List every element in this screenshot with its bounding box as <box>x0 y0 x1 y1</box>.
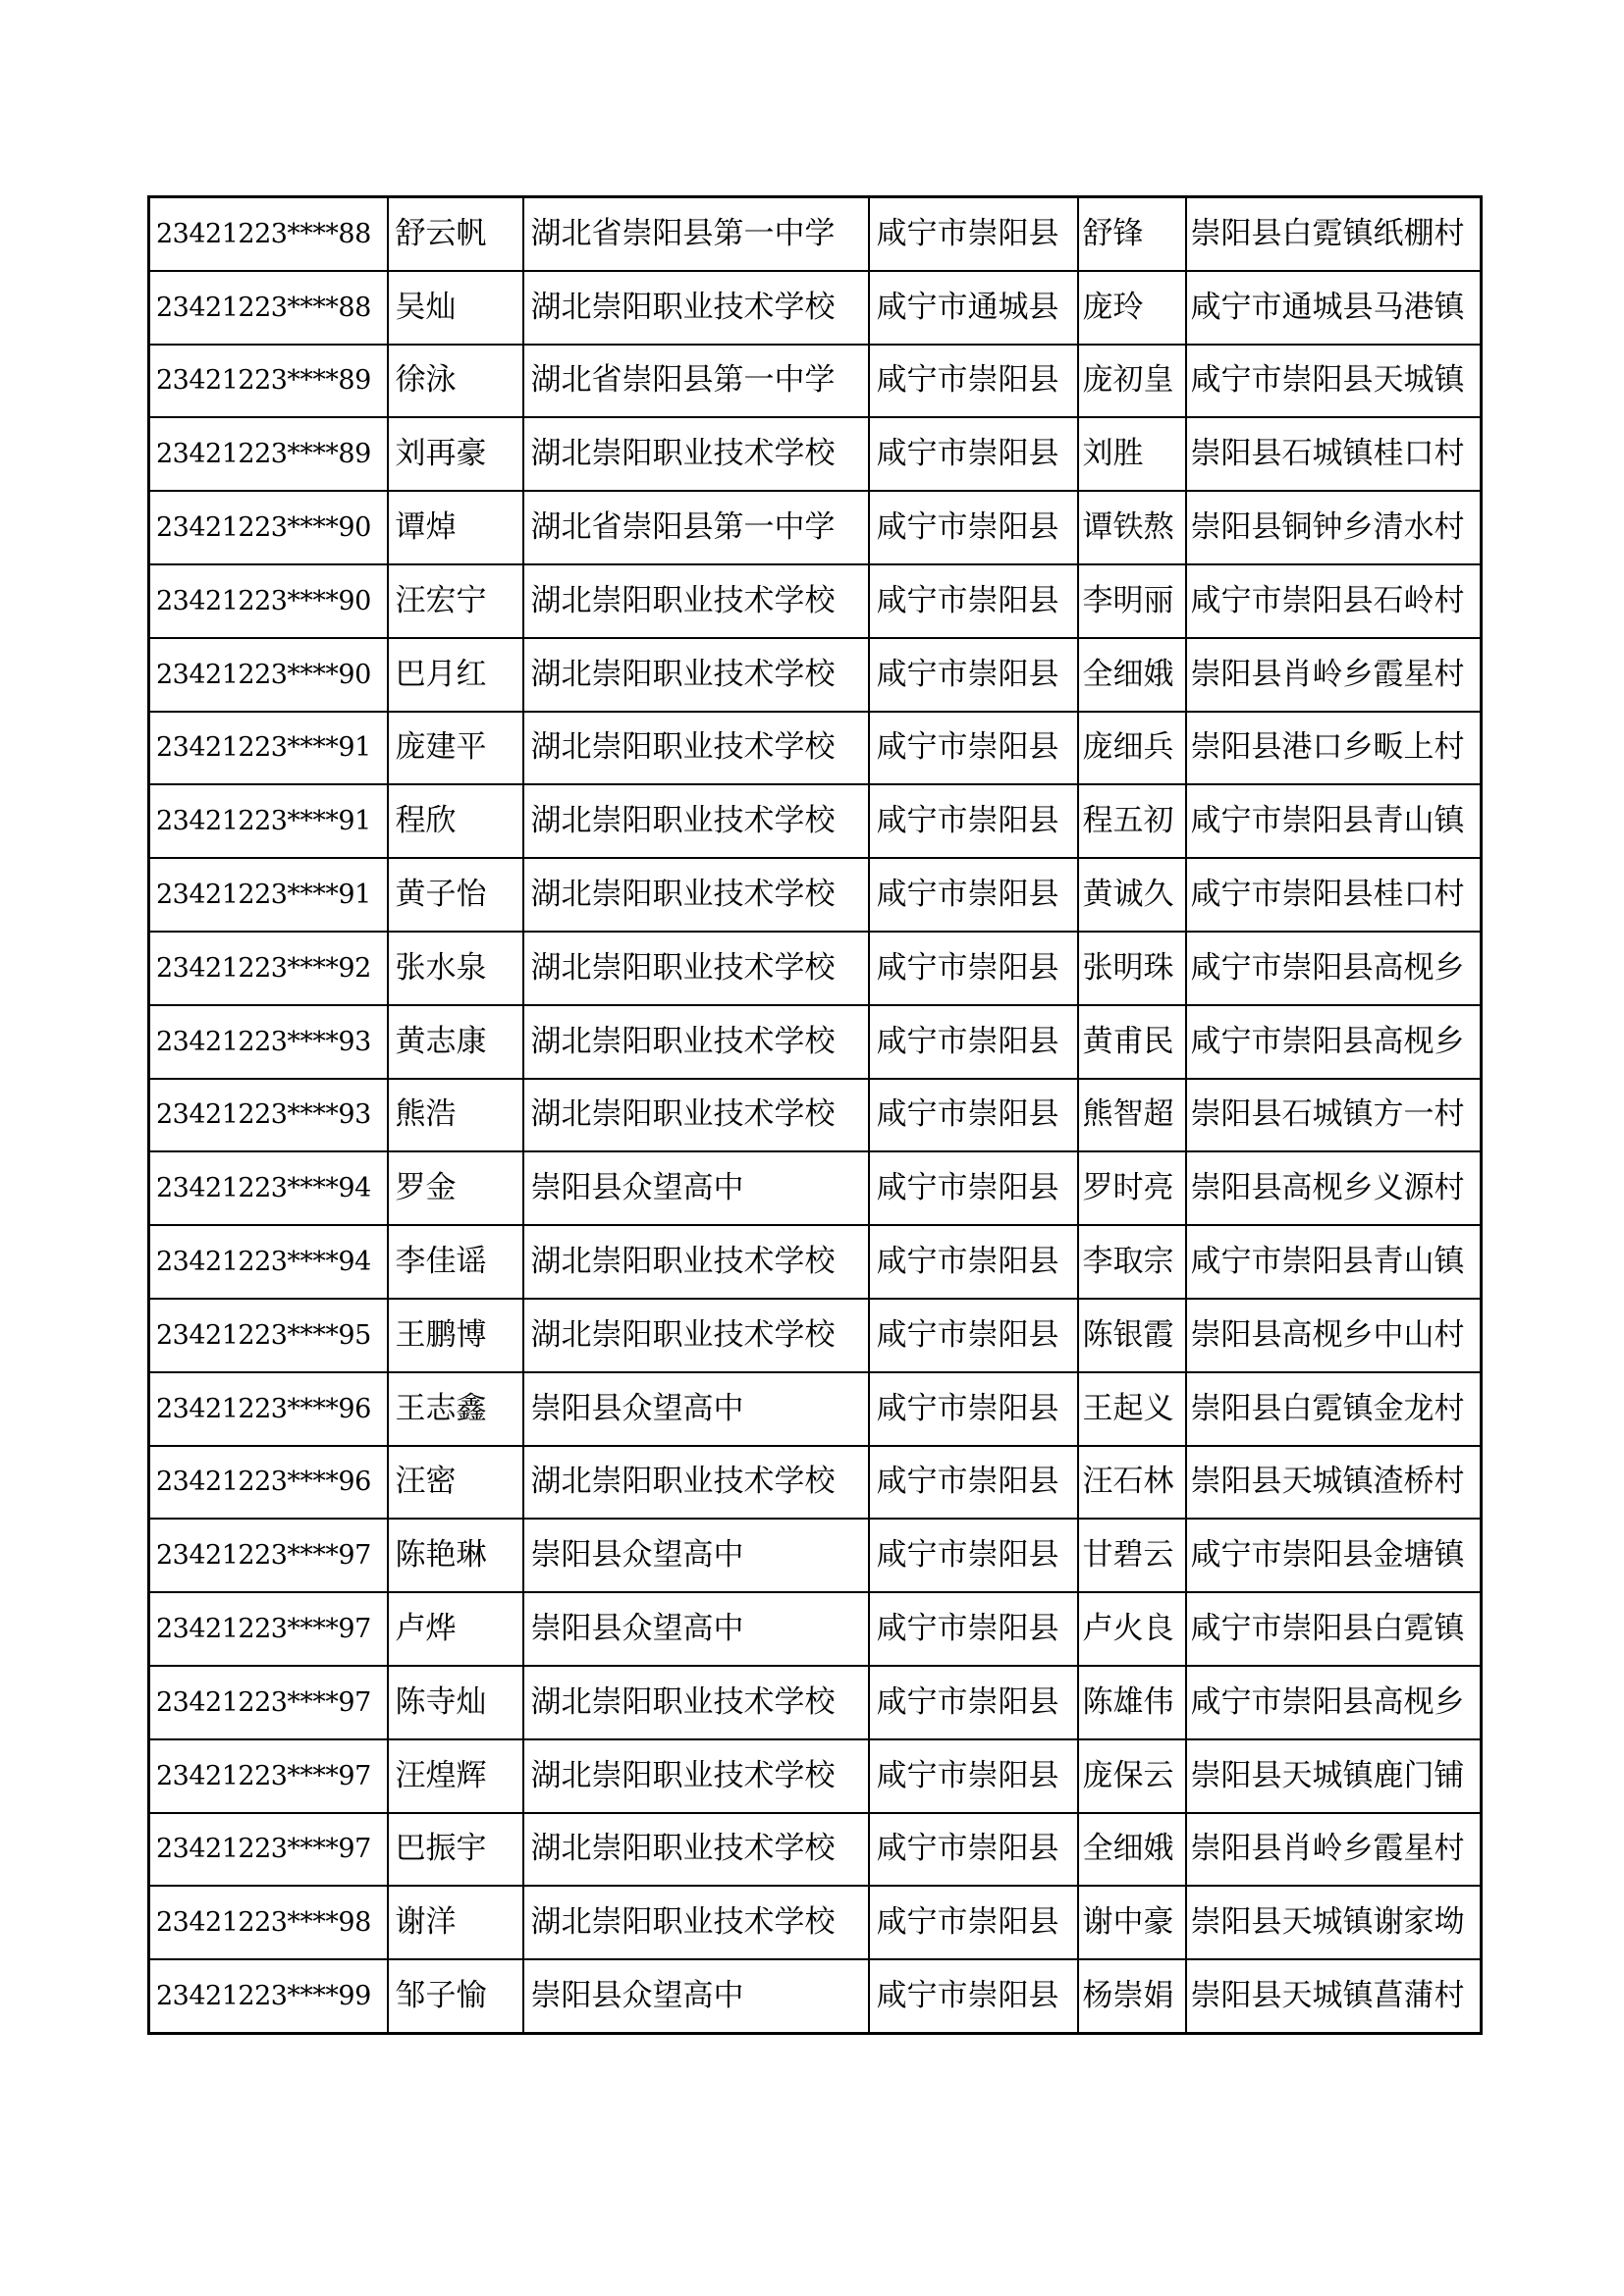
student-name-cell: 李佳谣 <box>388 1225 523 1299</box>
student-name-cell: 谢洋 <box>388 1886 523 1959</box>
student-table <box>147 195 1483 2035</box>
student-id-cell: 23421223****94 <box>149 1225 388 1299</box>
guardian-name-cell: 庞细兵 <box>1078 712 1186 785</box>
school-cell: 湖北崇阳职业技术学校 <box>523 858 869 932</box>
region-cell: 咸宁市崇阳县 <box>869 1813 1078 1887</box>
table-row <box>149 712 1482 785</box>
guardian-name-cell: 熊智超 <box>1078 1079 1186 1152</box>
student-name-cell: 汪密 <box>388 1446 523 1520</box>
address-cell: 崇阳县高枧乡中山村 <box>1186 1299 1482 1372</box>
school-cell: 崇阳县众望高中 <box>523 1519 869 1592</box>
school-cell: 湖北省崇阳县第一中学 <box>523 491 869 564</box>
school-cell: 湖北崇阳职业技术学校 <box>523 1225 869 1299</box>
region-cell: 咸宁市崇阳县 <box>869 1151 1078 1225</box>
student-id-cell: 23421223****95 <box>149 1299 388 1372</box>
school-cell: 湖北崇阳职业技术学校 <box>523 1446 869 1520</box>
school-cell: 崇阳县众望高中 <box>523 1151 869 1225</box>
school-cell: 崇阳县众望高中 <box>523 1592 869 1666</box>
student-id-cell: 23421223****97 <box>149 1666 388 1739</box>
table-row <box>149 1079 1482 1152</box>
address-cell: 崇阳县天城镇鹿门铺 <box>1186 1739 1482 1813</box>
guardian-name-cell: 黄甫民 <box>1078 1005 1186 1079</box>
student-name-cell: 邹子愉 <box>388 1959 523 2033</box>
school-cell: 崇阳县众望高中 <box>523 1372 869 1446</box>
student-id-cell: 23421223****93 <box>149 1079 388 1152</box>
region-cell: 咸宁市崇阳县 <box>869 638 1078 712</box>
student-id-cell: 23421223****90 <box>149 491 388 564</box>
address-cell: 崇阳县白霓镇纸棚村 <box>1186 197 1482 271</box>
table-row <box>149 858 1482 932</box>
student-id-cell: 23421223****94 <box>149 1151 388 1225</box>
address-cell: 崇阳县天城镇菖蒲村 <box>1186 1959 1482 2033</box>
table-row <box>149 271 1482 345</box>
student-id-cell: 23421223****96 <box>149 1372 388 1446</box>
region-cell: 咸宁市崇阳县 <box>869 858 1078 932</box>
table-row <box>149 1446 1482 1520</box>
table-row <box>149 345 1482 418</box>
table-row <box>149 1225 1482 1299</box>
student-name-cell: 卢烨 <box>388 1592 523 1666</box>
student-id-cell: 23421223****91 <box>149 858 388 932</box>
region-cell: 咸宁市崇阳县 <box>869 197 1078 271</box>
table-row <box>149 491 1482 564</box>
guardian-name-cell: 李明丽 <box>1078 564 1186 638</box>
student-id-cell: 23421223****97 <box>149 1592 388 1666</box>
address-cell: 崇阳县肖岭乡霞星村 <box>1186 1813 1482 1887</box>
student-name-cell: 刘再豪 <box>388 417 523 491</box>
region-cell: 咸宁市崇阳县 <box>869 417 1078 491</box>
table-row <box>149 1959 1482 2033</box>
guardian-name-cell: 李取宗 <box>1078 1225 1186 1299</box>
student-id-cell: 23421223****92 <box>149 932 388 1005</box>
guardian-name-cell: 舒锋 <box>1078 197 1186 271</box>
region-cell: 咸宁市崇阳县 <box>869 1959 1078 2033</box>
guardian-name-cell: 谭铁熬 <box>1078 491 1186 564</box>
guardian-name-cell: 汪石林 <box>1078 1446 1186 1520</box>
table-row <box>149 1666 1482 1739</box>
school-cell: 湖北崇阳职业技术学校 <box>523 712 869 785</box>
table-row <box>149 417 1482 491</box>
table-row <box>149 1151 1482 1225</box>
student-id-cell: 23421223****93 <box>149 1005 388 1079</box>
guardian-name-cell: 全细娥 <box>1078 638 1186 712</box>
region-cell: 咸宁市崇阳县 <box>869 1519 1078 1592</box>
address-cell: 咸宁市崇阳县青山镇 <box>1186 784 1482 858</box>
table-row <box>149 1739 1482 1813</box>
address-cell: 咸宁市崇阳县高枧乡 <box>1186 1666 1482 1739</box>
student-name-cell: 徐泳 <box>388 345 523 418</box>
table-body <box>149 197 1482 2034</box>
student-name-cell: 王鹏博 <box>388 1299 523 1372</box>
guardian-name-cell: 庞玲 <box>1078 271 1186 345</box>
student-name-cell: 熊浩 <box>388 1079 523 1152</box>
table-row <box>149 564 1482 638</box>
school-cell: 湖北崇阳职业技术学校 <box>523 417 869 491</box>
region-cell: 咸宁市崇阳县 <box>869 1005 1078 1079</box>
guardian-name-cell: 庞保云 <box>1078 1739 1186 1813</box>
table-row <box>149 197 1482 271</box>
guardian-name-cell: 谢中豪 <box>1078 1886 1186 1959</box>
table-row <box>149 1813 1482 1887</box>
student-id-cell: 23421223****91 <box>149 784 388 858</box>
address-cell: 崇阳县石城镇桂口村 <box>1186 417 1482 491</box>
student-name-cell: 舒云帆 <box>388 197 523 271</box>
address-cell: 崇阳县白霓镇金龙村 <box>1186 1372 1482 1446</box>
guardian-name-cell: 张明珠 <box>1078 932 1186 1005</box>
region-cell: 咸宁市崇阳县 <box>869 1666 1078 1739</box>
region-cell: 咸宁市崇阳县 <box>869 1739 1078 1813</box>
student-id-cell: 23421223****91 <box>149 712 388 785</box>
address-cell: 咸宁市崇阳县金塘镇 <box>1186 1519 1482 1592</box>
region-cell: 咸宁市崇阳县 <box>869 1225 1078 1299</box>
student-name-cell: 汪煌辉 <box>388 1739 523 1813</box>
school-cell: 湖北崇阳职业技术学校 <box>523 638 869 712</box>
school-cell: 湖北崇阳职业技术学校 <box>523 784 869 858</box>
guardian-name-cell: 卢火良 <box>1078 1592 1186 1666</box>
guardian-name-cell: 杨崇娟 <box>1078 1959 1186 2033</box>
student-name-cell: 汪宏宁 <box>388 564 523 638</box>
address-cell: 崇阳县肖岭乡霞星村 <box>1186 638 1482 712</box>
table-row <box>149 932 1482 1005</box>
student-id-cell: 23421223****97 <box>149 1519 388 1592</box>
student-name-cell: 黄子怡 <box>388 858 523 932</box>
school-cell: 湖北崇阳职业技术学校 <box>523 1666 869 1739</box>
guardian-name-cell: 程五初 <box>1078 784 1186 858</box>
guardian-name-cell: 陈雄伟 <box>1078 1666 1186 1739</box>
region-cell: 咸宁市崇阳县 <box>869 1886 1078 1959</box>
address-cell: 咸宁市崇阳县桂口村 <box>1186 858 1482 932</box>
guardian-name-cell: 王起义 <box>1078 1372 1186 1446</box>
school-cell: 湖北崇阳职业技术学校 <box>523 1886 869 1959</box>
address-cell: 咸宁市崇阳县高枧乡 <box>1186 932 1482 1005</box>
guardian-name-cell: 罗时亮 <box>1078 1151 1186 1225</box>
student-id-cell: 23421223****90 <box>149 638 388 712</box>
student-name-cell: 陈艳琳 <box>388 1519 523 1592</box>
address-cell: 咸宁市崇阳县天城镇 <box>1186 345 1482 418</box>
school-cell: 崇阳县众望高中 <box>523 1959 869 2033</box>
region-cell: 咸宁市崇阳县 <box>869 491 1078 564</box>
student-name-cell: 程欣 <box>388 784 523 858</box>
student-name-cell: 巴振宇 <box>388 1813 523 1887</box>
school-cell: 湖北崇阳职业技术学校 <box>523 1299 869 1372</box>
student-id-cell: 23421223****89 <box>149 417 388 491</box>
student-name-cell: 黄志康 <box>388 1005 523 1079</box>
student-id-cell: 23421223****96 <box>149 1446 388 1520</box>
school-cell: 湖北崇阳职业技术学校 <box>523 932 869 1005</box>
student-name-cell: 罗金 <box>388 1151 523 1225</box>
student-id-cell: 23421223****97 <box>149 1739 388 1813</box>
school-cell: 湖北省崇阳县第一中学 <box>523 345 869 418</box>
address-cell: 崇阳县天城镇渣桥村 <box>1186 1446 1482 1520</box>
student-id-cell: 23421223****98 <box>149 1886 388 1959</box>
school-cell: 湖北崇阳职业技术学校 <box>523 1739 869 1813</box>
address-cell: 崇阳县港口乡畈上村 <box>1186 712 1482 785</box>
region-cell: 咸宁市崇阳县 <box>869 1079 1078 1152</box>
table-row <box>149 638 1482 712</box>
address-cell: 咸宁市崇阳县青山镇 <box>1186 1225 1482 1299</box>
region-cell: 咸宁市崇阳县 <box>869 784 1078 858</box>
table-row <box>149 784 1482 858</box>
region-cell: 咸宁市崇阳县 <box>869 1446 1078 1520</box>
guardian-name-cell: 刘胜 <box>1078 417 1186 491</box>
guardian-name-cell: 黄诚久 <box>1078 858 1186 932</box>
school-cell: 湖北崇阳职业技术学校 <box>523 1813 869 1887</box>
student-name-cell: 陈寺灿 <box>388 1666 523 1739</box>
table-row <box>149 1299 1482 1372</box>
address-cell: 崇阳县石城镇方一村 <box>1186 1079 1482 1152</box>
school-cell: 湖北崇阳职业技术学校 <box>523 271 869 345</box>
region-cell: 咸宁市崇阳县 <box>869 932 1078 1005</box>
student-name-cell: 王志鑫 <box>388 1372 523 1446</box>
student-name-cell: 谭焯 <box>388 491 523 564</box>
guardian-name-cell: 全细娥 <box>1078 1813 1186 1887</box>
address-cell: 崇阳县高枧乡义源村 <box>1186 1151 1482 1225</box>
student-id-cell: 23421223****97 <box>149 1813 388 1887</box>
school-cell: 湖北崇阳职业技术学校 <box>523 1005 869 1079</box>
student-name-cell: 庞建平 <box>388 712 523 785</box>
region-cell: 咸宁市崇阳县 <box>869 1372 1078 1446</box>
address-cell: 咸宁市崇阳县白霓镇 <box>1186 1592 1482 1666</box>
address-cell: 崇阳县铜钟乡清水村 <box>1186 491 1482 564</box>
region-cell: 咸宁市通城县 <box>869 271 1078 345</box>
table-row <box>149 1886 1482 1959</box>
table-row <box>149 1519 1482 1592</box>
student-name-cell: 吴灿 <box>388 271 523 345</box>
school-cell: 湖北省崇阳县第一中学 <box>523 197 869 271</box>
school-cell: 湖北崇阳职业技术学校 <box>523 1079 869 1152</box>
region-cell: 咸宁市崇阳县 <box>869 1299 1078 1372</box>
table-row <box>149 1005 1482 1079</box>
student-id-cell: 23421223****99 <box>149 1959 388 2033</box>
guardian-name-cell: 甘碧云 <box>1078 1519 1186 1592</box>
table-row <box>149 1372 1482 1446</box>
student-id-cell: 23421223****88 <box>149 197 388 271</box>
student-id-cell: 23421223****89 <box>149 345 388 418</box>
region-cell: 咸宁市崇阳县 <box>869 345 1078 418</box>
table-row <box>149 1592 1482 1666</box>
guardian-name-cell: 庞初皇 <box>1078 345 1186 418</box>
address-cell: 崇阳县天城镇谢家坳 <box>1186 1886 1482 1959</box>
region-cell: 咸宁市崇阳县 <box>869 564 1078 638</box>
student-id-cell: 23421223****88 <box>149 271 388 345</box>
address-cell: 咸宁市崇阳县高枧乡 <box>1186 1005 1482 1079</box>
region-cell: 咸宁市崇阳县 <box>869 712 1078 785</box>
region-cell: 咸宁市崇阳县 <box>869 1592 1078 1666</box>
student-name-cell: 巴月红 <box>388 638 523 712</box>
address-cell: 咸宁市通城县马港镇 <box>1186 271 1482 345</box>
address-cell: 咸宁市崇阳县石岭村 <box>1186 564 1482 638</box>
guardian-name-cell: 陈银霞 <box>1078 1299 1186 1372</box>
school-cell: 湖北崇阳职业技术学校 <box>523 564 869 638</box>
student-name-cell: 张水泉 <box>388 932 523 1005</box>
student-id-cell: 23421223****90 <box>149 564 388 638</box>
